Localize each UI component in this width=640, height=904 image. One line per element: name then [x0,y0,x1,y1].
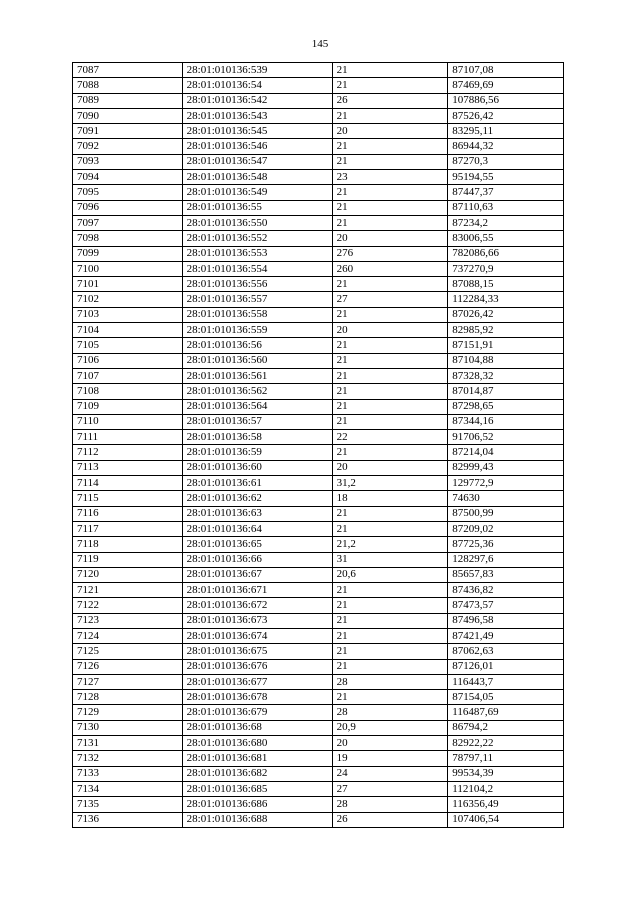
table-row [73,812,564,827]
area-cell: 21 [332,399,448,414]
value-cell: 99534,39 [448,766,564,781]
table-row [73,430,564,445]
area-cell: 20 [332,460,448,475]
row-number-cell: 7108 [73,384,183,399]
cadastral-number-cell: 28:01:010136:554 [182,261,332,276]
cadastral-number-cell: 28:01:010136:558 [182,307,332,322]
value-cell: 87270,3 [448,154,564,169]
table-row [73,93,564,108]
area-cell: 21,2 [332,537,448,552]
cadastral-number-cell: 28:01:010136:545 [182,124,332,139]
value-cell: 82922,22 [448,736,564,751]
area-cell: 28 [332,674,448,689]
cadastral-number-cell: 28:01:010136:680 [182,736,332,751]
row-number-cell: 7120 [73,567,183,582]
area-cell: 21 [332,598,448,613]
table-row [73,384,564,399]
table-row [73,491,564,506]
cadastral-number-cell: 28:01:010136:559 [182,323,332,338]
row-number-cell: 7130 [73,720,183,735]
area-cell: 20,6 [332,567,448,582]
table-row [73,506,564,521]
row-number-cell: 7136 [73,812,183,827]
value-cell: 128297,6 [448,552,564,567]
row-number-cell: 7119 [73,552,183,567]
table-row [73,200,564,215]
cadastral-number-cell: 28:01:010136:685 [182,781,332,796]
table-row [73,781,564,796]
table-row [73,63,564,78]
value-cell: 87473,57 [448,598,564,613]
table-row [73,307,564,322]
table-row [73,139,564,154]
row-number-cell: 7103 [73,307,183,322]
value-cell: 82985,92 [448,323,564,338]
area-cell: 21 [332,154,448,169]
value-cell: 87496,58 [448,613,564,628]
value-cell: 87328,32 [448,368,564,383]
row-number-cell: 7126 [73,659,183,674]
table-row [73,521,564,536]
area-cell: 19 [332,751,448,766]
value-cell: 87104,88 [448,353,564,368]
cadastral-number-cell: 28:01:010136:675 [182,644,332,659]
area-cell: 24 [332,766,448,781]
value-cell: 86794,2 [448,720,564,735]
table-row [73,261,564,276]
cadastral-number-cell: 28:01:010136:54 [182,78,332,93]
row-number-cell: 7129 [73,705,183,720]
value-cell: 107406,54 [448,812,564,827]
row-number-cell: 7096 [73,200,183,215]
cadastral-number-cell: 28:01:010136:62 [182,491,332,506]
area-cell: 26 [332,93,448,108]
table-row [73,108,564,123]
cadastral-number-cell: 28:01:010136:550 [182,215,332,230]
cadastral-number-cell: 28:01:010136:65 [182,537,332,552]
area-cell: 21 [332,368,448,383]
table-row [73,751,564,766]
area-cell: 21 [332,414,448,429]
row-number-cell: 7112 [73,445,183,460]
row-number-cell: 7098 [73,231,183,246]
row-number-cell: 7135 [73,797,183,812]
row-number-cell: 7133 [73,766,183,781]
cadastral-number-cell: 28:01:010136:556 [182,277,332,292]
table-row [73,720,564,735]
cadastral-number-cell: 28:01:010136:677 [182,674,332,689]
row-number-cell: 7132 [73,751,183,766]
table-row [73,170,564,185]
cadastral-number-cell: 28:01:010136:542 [182,93,332,108]
cadastral-number-cell: 28:01:010136:548 [182,170,332,185]
cadastral-number-cell: 28:01:010136:676 [182,659,332,674]
cadastral-number-cell: 28:01:010136:678 [182,690,332,705]
value-cell: 87014,87 [448,384,564,399]
row-number-cell: 7124 [73,628,183,643]
area-cell: 27 [332,292,448,307]
cadastral-number-cell: 28:01:010136:681 [182,751,332,766]
area-cell: 31 [332,552,448,567]
row-number-cell: 7090 [73,108,183,123]
cadastral-number-cell: 28:01:010136:59 [182,445,332,460]
table-row [73,613,564,628]
value-cell: 87209,02 [448,521,564,536]
cadastral-number-cell: 28:01:010136:543 [182,108,332,123]
row-number-cell: 7094 [73,170,183,185]
table-row [73,414,564,429]
area-cell: 20,9 [332,720,448,735]
area-cell: 21 [332,445,448,460]
value-cell: 129772,9 [448,476,564,491]
cadastral-number-cell: 28:01:010136:671 [182,583,332,598]
value-cell: 87062,63 [448,644,564,659]
area-cell: 21 [332,338,448,353]
area-cell: 21 [332,277,448,292]
value-cell: 83006,55 [448,231,564,246]
cadastral-number-cell: 28:01:010136:547 [182,154,332,169]
cadastral-number-cell: 28:01:010136:64 [182,521,332,536]
value-cell: 87234,2 [448,215,564,230]
row-number-cell: 7115 [73,491,183,506]
value-cell: 87447,37 [448,185,564,200]
value-cell: 91706,52 [448,430,564,445]
row-number-cell: 7131 [73,736,183,751]
table-row [73,567,564,582]
value-cell: 87110,63 [448,200,564,215]
area-cell: 18 [332,491,448,506]
row-number-cell: 7089 [73,93,183,108]
area-cell: 21 [332,353,448,368]
row-number-cell: 7118 [73,537,183,552]
cadastral-number-cell: 28:01:010136:557 [182,292,332,307]
row-number-cell: 7111 [73,430,183,445]
cadastral-number-cell: 28:01:010136:55 [182,200,332,215]
row-number-cell: 7087 [73,63,183,78]
table-row [73,476,564,491]
row-number-cell: 7105 [73,338,183,353]
cadastral-number-cell: 28:01:010136:553 [182,246,332,261]
value-cell: 82999,43 [448,460,564,475]
cadastral-number-cell: 28:01:010136:562 [182,384,332,399]
table-row [73,705,564,720]
cadastral-number-cell: 28:01:010136:546 [182,139,332,154]
table-row [73,583,564,598]
row-number-cell: 7104 [73,323,183,338]
row-number-cell: 7101 [73,277,183,292]
value-cell: 116443,7 [448,674,564,689]
value-cell: 782086,66 [448,246,564,261]
row-number-cell: 7116 [73,506,183,521]
area-cell: 21 [332,78,448,93]
cadastral-number-cell: 28:01:010136:539 [182,63,332,78]
area-cell: 260 [332,261,448,276]
row-number-cell: 7102 [73,292,183,307]
area-cell: 28 [332,705,448,720]
table-row [73,277,564,292]
area-cell: 21 [332,185,448,200]
area-cell: 21 [332,139,448,154]
row-number-cell: 7095 [73,185,183,200]
value-cell: 87107,08 [448,63,564,78]
cadastral-number-cell: 28:01:010136:68 [182,720,332,735]
cadastral-number-cell: 28:01:010136:58 [182,430,332,445]
table-row [73,154,564,169]
cadastral-number-cell: 28:01:010136:686 [182,797,332,812]
area-cell: 21 [332,108,448,123]
value-cell: 112284,33 [448,292,564,307]
value-cell: 86944,32 [448,139,564,154]
row-number-cell: 7092 [73,139,183,154]
table-row [73,353,564,368]
value-cell: 87026,42 [448,307,564,322]
table-row [73,674,564,689]
area-cell: 21 [332,521,448,536]
table-row [73,445,564,460]
row-number-cell: 7091 [73,124,183,139]
value-cell: 112104,2 [448,781,564,796]
area-cell: 21 [332,307,448,322]
area-cell: 20 [332,231,448,246]
area-cell: 27 [332,781,448,796]
value-cell: 87214,04 [448,445,564,460]
row-number-cell: 7107 [73,368,183,383]
area-cell: 22 [332,430,448,445]
cadastral-number-cell: 28:01:010136:672 [182,598,332,613]
row-number-cell: 7121 [73,583,183,598]
row-number-cell: 7088 [73,78,183,93]
cadastral-number-cell: 28:01:010136:61 [182,476,332,491]
area-cell: 276 [332,246,448,261]
table-row [73,552,564,567]
area-cell: 20 [332,736,448,751]
area-cell: 21 [332,200,448,215]
value-cell: 87469,69 [448,78,564,93]
table-row [73,460,564,475]
area-cell: 21 [332,583,448,598]
table-row [73,399,564,414]
table-row [73,292,564,307]
cadastral-number-cell: 28:01:010136:673 [182,613,332,628]
cadastral-number-cell: 28:01:010136:560 [182,353,332,368]
cadastral-number-cell: 28:01:010136:564 [182,399,332,414]
table-row [73,323,564,338]
area-cell: 23 [332,170,448,185]
row-number-cell: 7106 [73,353,183,368]
table-row [73,185,564,200]
table-row [73,766,564,781]
row-number-cell: 7127 [73,674,183,689]
table-row [73,368,564,383]
cadastral-number-cell: 28:01:010136:56 [182,338,332,353]
value-cell: 83295,11 [448,124,564,139]
cadastral-number-cell: 28:01:010136:688 [182,812,332,827]
table-row [73,231,564,246]
row-number-cell: 7110 [73,414,183,429]
value-cell: 87151,91 [448,338,564,353]
value-cell: 87344,16 [448,414,564,429]
row-number-cell: 7128 [73,690,183,705]
area-cell: 21 [332,63,448,78]
table-row [73,659,564,674]
value-cell: 87298,65 [448,399,564,414]
table-row [73,797,564,812]
value-cell: 87725,36 [448,537,564,552]
value-cell: 116487,69 [448,705,564,720]
cadastral-number-cell: 28:01:010136:60 [182,460,332,475]
cadastral-table [72,62,564,828]
value-cell: 85657,83 [448,567,564,582]
table-row [73,736,564,751]
value-cell: 87088,15 [448,277,564,292]
area-cell: 21 [332,659,448,674]
table-row [73,246,564,261]
cadastral-number-cell: 28:01:010136:682 [182,766,332,781]
cadastral-number-cell: 28:01:010136:561 [182,368,332,383]
value-cell: 95194,55 [448,170,564,185]
cadastral-number-cell: 28:01:010136:63 [182,506,332,521]
page-number: 145 [311,38,329,50]
area-cell: 21 [332,628,448,643]
area-cell: 31,2 [332,476,448,491]
table-row [73,124,564,139]
table-row [73,628,564,643]
row-number-cell: 7099 [73,246,183,261]
cadastral-number-cell: 28:01:010136:679 [182,705,332,720]
value-cell: 737270,9 [448,261,564,276]
table-row [73,690,564,705]
row-number-cell: 7122 [73,598,183,613]
value-cell: 116356,49 [448,797,564,812]
area-cell: 28 [332,797,448,812]
row-number-cell: 7125 [73,644,183,659]
row-number-cell: 7093 [73,154,183,169]
table-row [73,537,564,552]
value-cell: 87154,05 [448,690,564,705]
value-cell: 87421,49 [448,628,564,643]
area-cell: 26 [332,812,448,827]
table-row [73,644,564,659]
area-cell: 20 [332,124,448,139]
row-number-cell: 7114 [73,476,183,491]
table-body [73,63,564,828]
area-cell: 21 [332,506,448,521]
cadastral-number-cell: 28:01:010136:67 [182,567,332,582]
table-row [73,215,564,230]
row-number-cell: 7100 [73,261,183,276]
table-row [73,78,564,93]
value-cell: 87500,99 [448,506,564,521]
area-cell: 21 [332,215,448,230]
row-number-cell: 7113 [73,460,183,475]
area-cell: 21 [332,644,448,659]
value-cell: 78797,11 [448,751,564,766]
row-number-cell: 7117 [73,521,183,536]
value-cell: 87526,42 [448,108,564,123]
row-number-cell: 7097 [73,215,183,230]
cadastral-number-cell: 28:01:010136:674 [182,628,332,643]
value-cell: 87126,01 [448,659,564,674]
value-cell: 107886,56 [448,93,564,108]
cadastral-number-cell: 28:01:010136:57 [182,414,332,429]
table-row [73,338,564,353]
cadastral-number-cell: 28:01:010136:549 [182,185,332,200]
value-cell: 87436,82 [448,583,564,598]
cadastral-number-cell: 28:01:010136:66 [182,552,332,567]
row-number-cell: 7134 [73,781,183,796]
cadastral-number-cell: 28:01:010136:552 [182,231,332,246]
row-number-cell: 7109 [73,399,183,414]
table-row [73,598,564,613]
area-cell: 21 [332,384,448,399]
area-cell: 21 [332,613,448,628]
row-number-cell: 7123 [73,613,183,628]
value-cell: 74630 [448,491,564,506]
area-cell: 20 [332,323,448,338]
area-cell: 21 [332,690,448,705]
